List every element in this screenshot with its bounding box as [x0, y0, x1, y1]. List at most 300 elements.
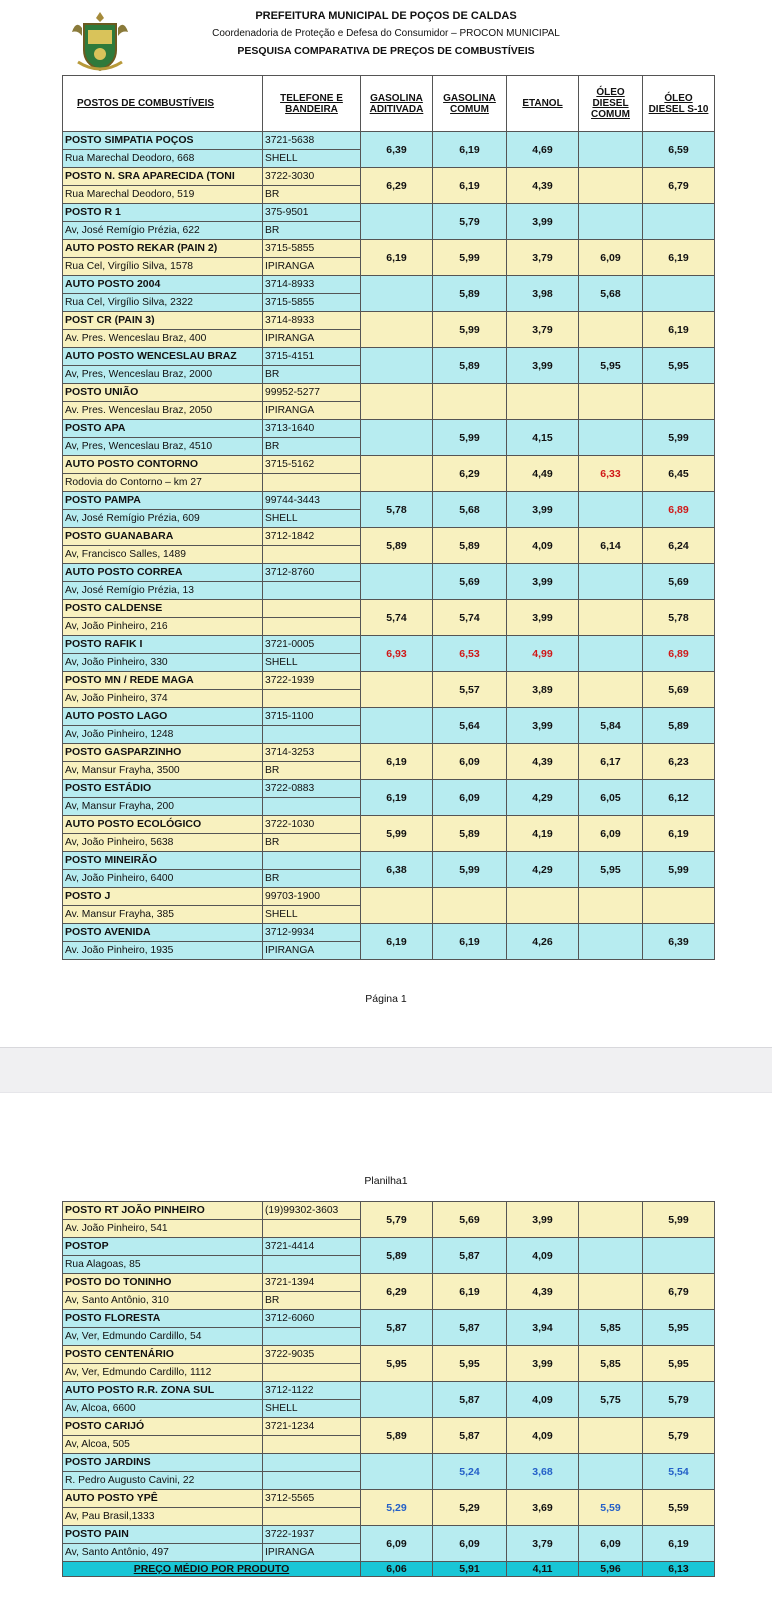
price-diesel-s10: 5,89: [643, 708, 715, 744]
station-phone: 3712-5565: [263, 1490, 361, 1508]
price-gasolina-comum: 5,69: [433, 1202, 507, 1238]
station-address: Rua Cel, Virgílio Silva, 2322: [63, 294, 263, 312]
station-name: AUTO POSTO YPÊ: [63, 1490, 263, 1508]
col-header-gasolina-aditivada: GASOLINA ADITIVADA: [361, 76, 433, 132]
station-phone: 3712-1842: [263, 528, 361, 546]
price-gasolina-comum: 5,87: [433, 1382, 507, 1418]
price-etanol: 3,99: [507, 492, 579, 528]
price-diesel-comum: [579, 492, 643, 528]
price-diesel-comum: [579, 924, 643, 960]
station-name: POSTO RAFIK I: [63, 636, 263, 654]
price-gasolina-aditivada: [361, 312, 433, 348]
price-diesel-s10: 5,79: [643, 1382, 715, 1418]
price-diesel-s10: 6,45: [643, 456, 715, 492]
station-flag: [263, 1328, 361, 1346]
price-etanol: 4,09: [507, 1382, 579, 1418]
station-row: [63, 564, 715, 582]
station-phone: 3722-9035: [263, 1346, 361, 1364]
price-gasolina-comum: 5,99: [433, 852, 507, 888]
price-diesel-s10: 5,54: [643, 1454, 715, 1490]
station-phone: 3714-8933: [263, 276, 361, 294]
station-name: POSTO JARDINS: [63, 1454, 263, 1472]
station-phone: 3715-4151: [263, 348, 361, 366]
price-gasolina-aditivada: [361, 564, 433, 600]
station-row: [63, 456, 715, 474]
station-address: Rua Marechal Deodoro, 519: [63, 186, 263, 204]
station-phone: 3721-5638: [263, 132, 361, 150]
station-address: Av, Ver, Edmundo Cardillo, 1112: [63, 1364, 263, 1382]
price-diesel-s10: 6,79: [643, 1274, 715, 1310]
station-row: [63, 132, 715, 150]
price-diesel-comum: [579, 636, 643, 672]
price-diesel-comum: [579, 312, 643, 348]
station-flag: SHELL: [263, 654, 361, 672]
price-gasolina-aditivada: [361, 672, 433, 708]
price-gasolina-aditivada: 5,89: [361, 1418, 433, 1454]
station-name: POSTO RT JOÃO PINHEIRO: [63, 1202, 263, 1220]
price-diesel-comum: 6,05: [579, 780, 643, 816]
price-diesel-comum: 5,68: [579, 276, 643, 312]
price-gasolina-aditivada: 5,89: [361, 1238, 433, 1274]
price-diesel-comum: 6,17: [579, 744, 643, 780]
price-diesel-comum: 5,75: [579, 1382, 643, 1418]
price-etanol: 3,79: [507, 240, 579, 276]
price-table-page-1: [62, 75, 715, 960]
station-row: [63, 348, 715, 366]
price-gasolina-comum: 5,99: [433, 312, 507, 348]
station-address: Av, Santo Antônio, 310: [63, 1292, 263, 1310]
price-diesel-s10: [643, 1238, 715, 1274]
station-row: [63, 888, 715, 906]
station-flag: BR: [263, 366, 361, 384]
station-phone: 3712-9934: [263, 924, 361, 942]
station-flag: BR: [263, 834, 361, 852]
price-gasolina-comum: [433, 888, 507, 924]
station-row: [63, 1526, 715, 1544]
price-gasolina-aditivada: 5,99: [361, 816, 433, 852]
price-gasolina-aditivada: [361, 1382, 433, 1418]
price-diesel-s10: [643, 888, 715, 924]
station-name: POSTO DO TONINHO: [63, 1274, 263, 1292]
price-gasolina-aditivada: 6,19: [361, 924, 433, 960]
station-address: R. Pedro Augusto Cavini, 22: [63, 1472, 263, 1490]
price-diesel-s10: [643, 204, 715, 240]
price-diesel-s10: 5,95: [643, 1346, 715, 1382]
station-address: Av. Pres. Wenceslau Braz, 2050: [63, 402, 263, 420]
station-phone: 3712-8760: [263, 564, 361, 582]
price-gasolina-aditivada: 6,29: [361, 168, 433, 204]
price-gasolina-aditivada: 6,19: [361, 744, 433, 780]
average-etanol: 4,11: [507, 1562, 579, 1577]
price-diesel-comum: 6,09: [579, 816, 643, 852]
station-phone: 3721-4414: [263, 1238, 361, 1256]
station-address: Av. João Pinheiro, 541: [63, 1220, 263, 1238]
price-table-page-2: [62, 1201, 715, 1577]
price-gasolina-comum: 5,87: [433, 1418, 507, 1454]
price-diesel-comum: [579, 1418, 643, 1454]
price-gasolina-aditivada: [361, 204, 433, 240]
station-name: AUTO POSTO CONTORNO: [63, 456, 263, 474]
station-name: POSTO FLORESTA: [63, 1310, 263, 1328]
station-row: [63, 924, 715, 942]
station-flag: [263, 1364, 361, 1382]
price-etanol: 3,99: [507, 600, 579, 636]
station-name: POSTO ESTÁDIO: [63, 780, 263, 798]
station-row: [63, 492, 715, 510]
station-flag: [263, 690, 361, 708]
price-diesel-comum: 5,95: [579, 852, 643, 888]
station-row: [63, 1202, 715, 1220]
price-gasolina-aditivada: [361, 384, 433, 420]
station-name: POSTO J: [63, 888, 263, 906]
station-address: Av. João Pinheiro, 1935: [63, 942, 263, 960]
price-gasolina-aditivada: 5,74: [361, 600, 433, 636]
price-diesel-comum: 5,85: [579, 1310, 643, 1346]
price-gasolina-aditivada: [361, 888, 433, 924]
station-row: [63, 780, 715, 798]
price-gasolina-comum: 5,99: [433, 240, 507, 276]
price-gasolina-aditivada: [361, 348, 433, 384]
station-address: Av. Mansur Frayha, 385: [63, 906, 263, 924]
price-diesel-s10: 6,39: [643, 924, 715, 960]
station-phone: 3721-1394: [263, 1274, 361, 1292]
price-gasolina-comum: 6,09: [433, 744, 507, 780]
station-flag: SHELL: [263, 1400, 361, 1418]
price-gasolina-aditivada: 6,29: [361, 1274, 433, 1310]
station-address: Av, Santo Antônio, 497: [63, 1544, 263, 1562]
station-address: Av, João Pinheiro, 330: [63, 654, 263, 672]
station-flag: [263, 1472, 361, 1490]
station-address: Av, Alcoa, 6600: [63, 1400, 263, 1418]
average-label: PREÇO MÉDIO POR PRODUTO: [63, 1562, 361, 1577]
station-phone: 3715-5855: [263, 240, 361, 258]
price-gasolina-aditivada: [361, 708, 433, 744]
average-diesel-comum: 5,96: [579, 1562, 643, 1577]
price-diesel-s10: 5,79: [643, 1418, 715, 1454]
price-diesel-s10: [643, 276, 715, 312]
station-flag: IPIRANGA: [263, 330, 361, 348]
price-etanol: 4,29: [507, 852, 579, 888]
col-header-etanol: ETANOL: [507, 76, 579, 132]
station-row: [63, 852, 715, 870]
average-gasolina-comum: 5,91: [433, 1562, 507, 1577]
station-flag: BR: [263, 870, 361, 888]
station-name: POSTO PAIN: [63, 1526, 263, 1544]
station-name: AUTO POSTO CORREA: [63, 564, 263, 582]
station-phone: 99952-5277: [263, 384, 361, 402]
col-header-postos: POSTOS DE COMBUSTÍVEIS: [63, 76, 263, 132]
price-gasolina-comum: 5,64: [433, 708, 507, 744]
station-row: [63, 420, 715, 438]
price-gasolina-comum: 6,19: [433, 168, 507, 204]
price-diesel-comum: [579, 132, 643, 168]
station-phone: 3722-3030: [263, 168, 361, 186]
price-gasolina-aditivada: 6,39: [361, 132, 433, 168]
average-diesel-s10: 6,13: [643, 1562, 715, 1577]
price-etanol: [507, 888, 579, 924]
station-address: Av, João Pinheiro, 5638: [63, 834, 263, 852]
price-gasolina-aditivada: [361, 456, 433, 492]
price-etanol: 3,99: [507, 204, 579, 240]
station-address: Av, Pres, Wenceslau Braz, 4510: [63, 438, 263, 456]
station-phone: 3712-6060: [263, 1310, 361, 1328]
price-diesel-comum: [579, 1274, 643, 1310]
price-gasolina-aditivada: 5,29: [361, 1490, 433, 1526]
station-row: [63, 276, 715, 294]
price-diesel-s10: 5,99: [643, 852, 715, 888]
station-flag: BR: [263, 438, 361, 456]
price-gasolina-comum: 6,29: [433, 456, 507, 492]
price-diesel-comum: [579, 420, 643, 456]
station-phone: 3722-1937: [263, 1526, 361, 1544]
price-diesel-s10: 6,59: [643, 132, 715, 168]
price-diesel-s10: 5,99: [643, 1202, 715, 1238]
price-gasolina-comum: 5,29: [433, 1490, 507, 1526]
price-diesel-s10: 6,79: [643, 168, 715, 204]
average-gasolina-aditivada: 6,06: [361, 1562, 433, 1577]
price-gasolina-aditivada: 5,95: [361, 1346, 433, 1382]
price-etanol: 3,99: [507, 348, 579, 384]
station-phone: 3722-1030: [263, 816, 361, 834]
price-diesel-comum: 6,09: [579, 240, 643, 276]
price-diesel-s10: 6,19: [643, 1526, 715, 1562]
station-address: Av, Mansur Frayha, 200: [63, 798, 263, 816]
station-row: [63, 528, 715, 546]
price-diesel-s10: 5,69: [643, 672, 715, 708]
station-name: POSTO MN / REDE MAGA: [63, 672, 263, 690]
price-gasolina-comum: 5,68: [433, 492, 507, 528]
price-diesel-comum: 5,95: [579, 348, 643, 384]
station-name: AUTO POSTO LAGO: [63, 708, 263, 726]
station-row: [63, 240, 715, 258]
price-gasolina-comum: 5,87: [433, 1238, 507, 1274]
price-diesel-comum: 5,59: [579, 1490, 643, 1526]
station-name: POSTO PAMPA: [63, 492, 263, 510]
price-gasolina-comum: 5,95: [433, 1346, 507, 1382]
price-gasolina-comum: 6,19: [433, 132, 507, 168]
station-name: POSTO GASPARZINHO: [63, 744, 263, 762]
price-gasolina-comum: 6,09: [433, 780, 507, 816]
station-flag: BR: [263, 222, 361, 240]
price-etanol: 4,99: [507, 636, 579, 672]
station-address: Av, João Pinheiro, 6400: [63, 870, 263, 888]
station-address: Rua Cel, Virgílio Silva, 1578: [63, 258, 263, 276]
price-gasolina-comum: 6,09: [433, 1526, 507, 1562]
price-diesel-comum: [579, 888, 643, 924]
price-diesel-s10: 6,23: [643, 744, 715, 780]
station-address: Av, Mansur Frayha, 3500: [63, 762, 263, 780]
price-diesel-comum: 5,85: [579, 1346, 643, 1382]
price-gasolina-comum: 5,74: [433, 600, 507, 636]
price-diesel-comum: [579, 672, 643, 708]
station-phone: 3712-1122: [263, 1382, 361, 1400]
station-flag: SHELL: [263, 510, 361, 528]
price-etanol: 4,39: [507, 168, 579, 204]
station-address: Av, José Remígio Prézia, 622: [63, 222, 263, 240]
price-diesel-s10: 6,19: [643, 312, 715, 348]
price-etanol: 3,94: [507, 1310, 579, 1346]
station-name: POSTOP: [63, 1238, 263, 1256]
station-phone: 3722-0883: [263, 780, 361, 798]
price-diesel-comum: [579, 1238, 643, 1274]
header-subtitle: Coordenadoria de Proteção e Defesa do Consumidor – PROCON MUNICIPAL: [212, 28, 560, 39]
col-header-telefone: TELEFONE E BANDEIRA: [263, 76, 361, 132]
station-name: POSTO APA: [63, 420, 263, 438]
price-diesel-s10: [643, 384, 715, 420]
station-row: [63, 1310, 715, 1328]
station-name: POSTO MINEIRÃO: [63, 852, 263, 870]
station-address: Av, José Remígio Prézia, 13: [63, 582, 263, 600]
station-name: POSTO CALDENSE: [63, 600, 263, 618]
price-gasolina-comum: 5,24: [433, 1454, 507, 1490]
price-diesel-s10: 6,19: [643, 240, 715, 276]
station-row: [63, 1274, 715, 1292]
station-phone: 375-9501: [263, 204, 361, 222]
price-diesel-comum: [579, 1454, 643, 1490]
price-diesel-s10: 6,12: [643, 780, 715, 816]
price-etanol: 4,19: [507, 816, 579, 852]
price-etanol: 4,39: [507, 744, 579, 780]
station-name: AUTO POSTO REKAR (PAIN 2): [63, 240, 263, 258]
header-title: PREFEITURA MUNICIPAL DE POÇOS DE CALDAS: [255, 10, 517, 22]
station-row: [63, 312, 715, 330]
price-gasolina-comum: 5,89: [433, 276, 507, 312]
header-survey-title: PESQUISA COMPARATIVA DE PREÇOS DE COMBUSTÍVEIS: [237, 45, 535, 57]
price-gasolina-comum: 6,53: [433, 636, 507, 672]
station-row: [63, 672, 715, 690]
station-address: Av. Pres. Wenceslau Braz, 400: [63, 330, 263, 348]
price-gasolina-aditivada: 5,78: [361, 492, 433, 528]
price-gasolina-comum: 5,87: [433, 1310, 507, 1346]
price-etanol: 3,69: [507, 1490, 579, 1526]
price-gasolina-aditivada: 5,79: [361, 1202, 433, 1238]
price-gasolina-comum: 5,79: [433, 204, 507, 240]
price-etanol: 3,98: [507, 276, 579, 312]
price-diesel-comum: 6,33: [579, 456, 643, 492]
price-diesel-s10: 6,19: [643, 816, 715, 852]
price-etanol: 4,26: [507, 924, 579, 960]
price-gasolina-aditivada: 6,19: [361, 240, 433, 276]
price-diesel-s10: 5,78: [643, 600, 715, 636]
station-row: [63, 1346, 715, 1364]
station-row: [63, 708, 715, 726]
station-row: [63, 204, 715, 222]
price-etanol: 4,09: [507, 528, 579, 564]
station-flag: [263, 546, 361, 564]
station-flag: SHELL: [263, 906, 361, 924]
station-row: [63, 816, 715, 834]
station-address: Rua Marechal Deodoro, 668: [63, 150, 263, 168]
station-flag: BR: [263, 1292, 361, 1310]
price-gasolina-comum: [433, 384, 507, 420]
station-flag: [263, 798, 361, 816]
station-row: [63, 1454, 715, 1472]
station-name: POSTO AVENIDA: [63, 924, 263, 942]
price-diesel-comum: 6,09: [579, 1526, 643, 1562]
station-name: POSTO UNIÃO: [63, 384, 263, 402]
station-address: Av, João Pinheiro, 1248: [63, 726, 263, 744]
price-gasolina-comum: 5,89: [433, 816, 507, 852]
station-address: Av, João Pinheiro, 216: [63, 618, 263, 636]
station-phone: 3721-0005: [263, 636, 361, 654]
station-phone: 99744-3443: [263, 492, 361, 510]
station-name: POSTO GUANABARA: [63, 528, 263, 546]
price-diesel-s10: 6,89: [643, 492, 715, 528]
station-row: [63, 1238, 715, 1256]
price-diesel-s10: 6,24: [643, 528, 715, 564]
station-name: AUTO POSTO R.R. ZONA SUL: [63, 1382, 263, 1400]
price-diesel-s10: 5,95: [643, 1310, 715, 1346]
station-flag: [263, 726, 361, 744]
station-flag: IPIRANGA: [263, 942, 361, 960]
col-header-gasolina-comum: GASOLINA COMUM: [433, 76, 507, 132]
station-flag: IPIRANGA: [263, 402, 361, 420]
price-diesel-comum: [579, 384, 643, 420]
price-gasolina-aditivada: 6,93: [361, 636, 433, 672]
station-flag: IPIRANGA: [263, 258, 361, 276]
station-name: AUTO POSTO 2004: [63, 276, 263, 294]
station-name: AUTO POSTO ECOLÓGICO: [63, 816, 263, 834]
price-gasolina-comum: 5,57: [433, 672, 507, 708]
price-etanol: 4,39: [507, 1274, 579, 1310]
price-etanol: 3,79: [507, 1526, 579, 1562]
price-gasolina-aditivada: 5,87: [361, 1310, 433, 1346]
station-phone: 3714-3253: [263, 744, 361, 762]
price-etanol: [507, 384, 579, 420]
station-phone: 3722-1939: [263, 672, 361, 690]
price-gasolina-comum: 5,89: [433, 528, 507, 564]
price-etanol: 3,89: [507, 672, 579, 708]
station-name: POSTO N. SRA APARECIDA (TONI: [63, 168, 263, 186]
price-etanol: 3,68: [507, 1454, 579, 1490]
price-gasolina-comum: 5,99: [433, 420, 507, 456]
station-row: [63, 1382, 715, 1400]
station-name: POSTO CENTENÁRIO: [63, 1346, 263, 1364]
station-row: [63, 600, 715, 618]
price-diesel-comum: [579, 600, 643, 636]
price-gasolina-aditivada: [361, 420, 433, 456]
price-etanol: 3,99: [507, 1202, 579, 1238]
col-header-diesel-comum: ÓLEO DIESEL COMUM: [579, 76, 643, 132]
page-separator: [0, 1047, 772, 1093]
price-etanol: 4,29: [507, 780, 579, 816]
price-diesel-comum: [579, 564, 643, 600]
price-gasolina-aditivada: 6,38: [361, 852, 433, 888]
price-etanol: 4,09: [507, 1238, 579, 1274]
station-flag: [263, 618, 361, 636]
station-phone: [263, 600, 361, 618]
station-row: [63, 1418, 715, 1436]
station-flag: [263, 1508, 361, 1526]
price-diesel-comum: 5,84: [579, 708, 643, 744]
station-flag: BR: [263, 762, 361, 780]
station-name: POST CR (PAIN 3): [63, 312, 263, 330]
station-row: [63, 168, 715, 186]
station-flag: 3715-5855: [263, 294, 361, 312]
station-flag: BR: [263, 186, 361, 204]
station-flag: SHELL: [263, 150, 361, 168]
station-phone: [263, 852, 361, 870]
price-diesel-s10: 5,59: [643, 1490, 715, 1526]
average-row: [63, 1562, 715, 1577]
station-row: [63, 636, 715, 654]
station-name: POSTO CARIJÓ: [63, 1418, 263, 1436]
station-address: Rua Alagoas, 85: [63, 1256, 263, 1274]
price-gasolina-aditivada: [361, 1454, 433, 1490]
station-address: Av, Francisco Salles, 1489: [63, 546, 263, 564]
price-diesel-s10: 5,95: [643, 348, 715, 384]
price-gasolina-aditivada: 5,89: [361, 528, 433, 564]
